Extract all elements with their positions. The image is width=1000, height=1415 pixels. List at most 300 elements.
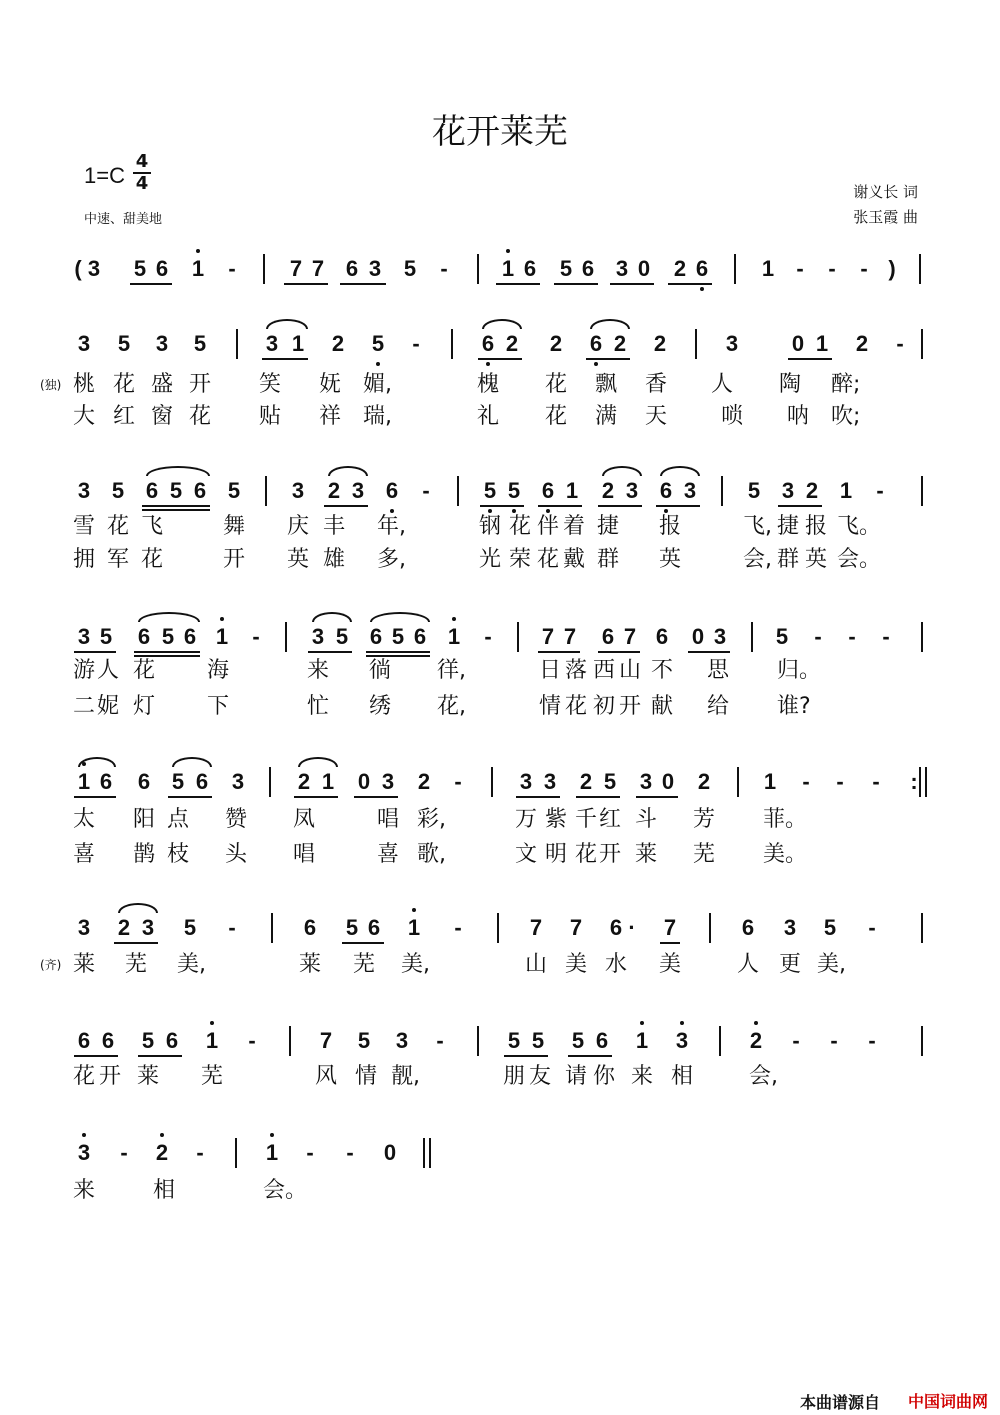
note: 1 [761, 256, 775, 281]
note: 1 [321, 769, 335, 794]
slur-mark [138, 612, 200, 622]
lyric-char: 多, [377, 547, 406, 572]
lyric-char: 喜 [72, 842, 95, 867]
lyric-char: 情 [538, 694, 561, 719]
note: - [454, 769, 462, 794]
lyric-char: 相 [670, 1064, 693, 1089]
barline [271, 913, 273, 943]
notation-row [0, 1136, 1000, 1170]
slur-mark [312, 612, 352, 622]
note: - [228, 256, 236, 281]
note: - [306, 1140, 314, 1165]
lyric-char: 芜 [200, 1064, 223, 1089]
lyric-char: 香 [644, 372, 667, 397]
note: 2 [331, 331, 345, 356]
note: 2 [297, 769, 311, 794]
beam-underline [284, 283, 328, 285]
lyric-char: 谁? [777, 694, 811, 719]
lyric-char: 山 [524, 952, 547, 977]
note: 6 [601, 624, 615, 649]
beam-underline [366, 651, 430, 653]
lyric-line [0, 692, 1000, 722]
lyric-char: 花 [188, 404, 211, 429]
note: ( [74, 256, 82, 281]
lyric-char: 飘 [594, 372, 617, 397]
lyric-char: 花 [72, 1064, 95, 1089]
lyric-char: 凤 [292, 807, 315, 832]
lyric-line [0, 1176, 1000, 1206]
slur-mark [172, 757, 212, 767]
barline [921, 329, 923, 359]
lyric-char: 花 [574, 842, 597, 867]
note: 3 [77, 915, 91, 940]
note: 5 [371, 331, 385, 356]
note: 7 [529, 915, 543, 940]
note: 6 [741, 915, 755, 940]
note: 7 [623, 624, 637, 649]
lyric-char: 祥 [318, 404, 341, 429]
note: 6 [345, 256, 359, 281]
slur-mark [78, 757, 116, 767]
note: - [828, 256, 836, 281]
note: 0 [357, 769, 371, 794]
lyric-line [0, 805, 1000, 835]
note: 2 [579, 769, 593, 794]
lyric-char: 芜 [124, 952, 147, 977]
lyric-char: 荣 [508, 547, 531, 572]
note: 7 [569, 915, 583, 940]
note: 3 [155, 331, 169, 356]
note: 6 [609, 915, 623, 940]
lyric-char: 美, [177, 952, 206, 977]
note: 3 [625, 478, 639, 503]
note: 5 [747, 478, 761, 503]
barline [925, 767, 927, 797]
lyric-char: 斗 [634, 807, 657, 832]
note: - [422, 478, 430, 503]
slur-mark [298, 757, 338, 767]
note: 7 [319, 1028, 333, 1053]
note: 3 [87, 256, 101, 281]
lyric-char: 花 [508, 514, 531, 539]
note: 5 [531, 1028, 545, 1053]
lyric-char: 吹; [831, 404, 861, 429]
beam-underline [656, 505, 700, 507]
footer-site: 中国词曲网 [907, 1392, 988, 1411]
lyric-char: 雪 [72, 514, 95, 539]
beam-underline [134, 651, 200, 653]
high-octave-dot [754, 1021, 758, 1025]
note: - [860, 256, 868, 281]
lyric-char: 花 [140, 547, 163, 572]
note: - [830, 1028, 838, 1053]
note: 7 [311, 256, 325, 281]
note: 5 [571, 1028, 585, 1053]
note: 1 [77, 769, 91, 794]
lyric-char: 美。 [763, 842, 808, 867]
note: - [836, 769, 844, 794]
lyric-char: 来 [72, 1178, 95, 1203]
lyric-char: 太 [72, 807, 95, 832]
lyric-char: 花 [106, 514, 129, 539]
note: 3 [683, 478, 697, 503]
beam-underline [74, 796, 116, 798]
lyric-char: 鹊 [132, 842, 155, 867]
note: 6 [659, 478, 673, 503]
note: 3 [519, 769, 533, 794]
note: 6 [101, 1028, 115, 1053]
note: 6 [155, 256, 169, 281]
note: 5 [483, 478, 497, 503]
barline [921, 622, 923, 652]
lyric-char: 美 [564, 952, 587, 977]
note: 3 [77, 1140, 91, 1165]
lyric-char: 飞。 [837, 514, 882, 539]
lyric-char: 你 [592, 1064, 615, 1089]
note: 5 [183, 915, 197, 940]
note: 0 [383, 1140, 397, 1165]
lyric-char: 思 [706, 658, 729, 683]
beam-underline [598, 651, 640, 653]
high-octave-dot [210, 1021, 214, 1025]
beam-underline [576, 796, 620, 798]
note: 1 [501, 256, 515, 281]
lyric-char: 飞 [140, 514, 163, 539]
note: 0 [661, 769, 675, 794]
lyric-char: 妩 [318, 372, 341, 397]
lyric-char: 妮 [96, 694, 119, 719]
barline [919, 254, 921, 284]
lyricist-credit: 谢义长 词 [853, 183, 918, 201]
barline [477, 254, 479, 284]
note: 5 [603, 769, 617, 794]
note: 6 [195, 769, 209, 794]
lyric-char: 来 [306, 658, 329, 683]
lyric-char: 天 [644, 404, 667, 429]
lyric-char: 来 [630, 1064, 653, 1089]
note: - [346, 1140, 354, 1165]
low-octave-dot [594, 362, 598, 366]
beam-underline [142, 505, 210, 507]
barline [265, 476, 267, 506]
note: - [252, 624, 260, 649]
note: 5 [507, 478, 521, 503]
lyric-char: 花 [132, 658, 155, 683]
lyric-char: 点 [166, 807, 189, 832]
notation-row [0, 1024, 1000, 1058]
note: 5 [345, 915, 359, 940]
note: 2 [155, 1140, 169, 1165]
lyric-char: 芜 [352, 952, 375, 977]
note: 2 [613, 331, 627, 356]
lyric-char: 紫 [544, 807, 567, 832]
note: 3 [381, 769, 395, 794]
barline [719, 1026, 721, 1056]
beam-underline [538, 651, 580, 653]
lyric-char: 喜 [376, 842, 399, 867]
lyric-char: 庆 [286, 514, 309, 539]
lyric-char: 拥 [72, 547, 95, 572]
high-octave-dot [452, 617, 456, 621]
note: 5 [391, 624, 405, 649]
note: 3 [395, 1028, 409, 1053]
lyric-char: 花 [544, 372, 567, 397]
high-octave-dot [412, 908, 416, 912]
lyric-line [0, 512, 1000, 542]
lyric-char: 枝 [166, 842, 189, 867]
lyric-char: 会。 [837, 547, 882, 572]
lyric-char: 桃 [72, 372, 95, 397]
beam-underline [262, 358, 308, 360]
note: 7 [663, 915, 677, 940]
note: 1 [265, 1140, 279, 1165]
note: 2 [653, 331, 667, 356]
lyric-char: 灯 [132, 694, 155, 719]
barline [751, 622, 753, 652]
note: 2 [549, 331, 563, 356]
note: 3 [141, 915, 155, 940]
slur-mark [590, 319, 630, 329]
barline [734, 254, 736, 284]
key-signature: 1=C [84, 163, 125, 188]
lyric-line [0, 402, 1000, 432]
note: 6 [595, 1028, 609, 1053]
note: ) [888, 256, 896, 281]
lyric-char: 山 [618, 658, 641, 683]
note: - [484, 624, 492, 649]
lyric-char: 开 [598, 842, 621, 867]
barline [695, 329, 697, 359]
note: 3 [77, 478, 91, 503]
beam-underline [668, 283, 712, 285]
note: 0 [637, 256, 651, 281]
lyric-char: 朋 [502, 1064, 525, 1089]
lyric-char: 花 [564, 694, 587, 719]
part-tag: (齐) [40, 958, 62, 972]
note: 5 [507, 1028, 521, 1053]
lyric-char: 头 [224, 842, 247, 867]
lyric-char: 红 [112, 404, 135, 429]
part-tag: (独) [40, 378, 62, 392]
note: 1 [407, 915, 421, 940]
barline [451, 329, 453, 359]
note: 2 [505, 331, 519, 356]
note: 1 [635, 1028, 649, 1053]
barline [235, 1138, 237, 1168]
beam-underline [308, 651, 352, 653]
lyric-char: 请 [564, 1064, 587, 1089]
barline [289, 1026, 291, 1056]
lyric-char: 唱 [376, 807, 399, 832]
note: 5 [141, 1028, 155, 1053]
lyric-line [0, 656, 1000, 686]
note: 6 [581, 256, 595, 281]
lyric-char: 群 [776, 547, 799, 572]
note: 3 [781, 478, 795, 503]
lyric-char: 日 [538, 658, 561, 683]
note: - [868, 915, 876, 940]
note: 3 [543, 769, 557, 794]
beam-underline [354, 796, 398, 798]
barline [517, 622, 519, 652]
lyric-char: 更 [778, 952, 801, 977]
song-title: 花开莱芜 [432, 112, 568, 152]
lyric-line [0, 545, 1000, 575]
barline [497, 913, 499, 943]
lyric-char: 绣 [368, 694, 391, 719]
lyric-char: 靓, [391, 1064, 420, 1089]
barline [423, 1138, 425, 1168]
low-octave-dot [700, 287, 704, 291]
lyric-char: 美, [817, 952, 846, 977]
meter-top: 4 [135, 151, 149, 172]
high-octave-dot [680, 1021, 684, 1025]
note: 3 [639, 769, 653, 794]
lyric-char: 开 [222, 547, 245, 572]
lyric-char: 捷 [776, 514, 799, 539]
lyric-char: 归。 [777, 658, 822, 683]
barline [285, 622, 287, 652]
beam-underline [74, 1055, 118, 1057]
high-octave-dot [640, 1021, 644, 1025]
note: - [248, 1028, 256, 1053]
lyric-char: 报 [658, 514, 681, 539]
barline [236, 329, 238, 359]
note: 5 [99, 624, 113, 649]
lyric-char: 伴 [536, 514, 559, 539]
note: - [436, 1028, 444, 1053]
barline [429, 1138, 431, 1168]
lyric-char: 会, [743, 547, 772, 572]
note: 3 [615, 256, 629, 281]
note: 2 [697, 769, 711, 794]
lyric-char: 风 [314, 1064, 337, 1089]
note: - [228, 915, 236, 940]
lyric-char: 笑 [258, 372, 281, 397]
lyric-char: 瑞, [363, 404, 392, 429]
note: 6 [523, 256, 537, 281]
note: 6 [193, 478, 207, 503]
slur-mark [118, 903, 158, 913]
lyric-char: 歌, [417, 842, 446, 867]
lyric-char: 忙 [306, 694, 329, 719]
note: 0 [791, 331, 805, 356]
lyric-char: 英 [286, 547, 309, 572]
beam-underline [168, 796, 212, 798]
beam-underline [516, 796, 560, 798]
note: 1 [815, 331, 829, 356]
note: 6 [413, 624, 427, 649]
note: 6 [137, 769, 151, 794]
lyric-char: 莱 [136, 1064, 159, 1089]
note: 1 [291, 331, 305, 356]
lyric-char: 盛 [150, 372, 173, 397]
barline [919, 767, 921, 797]
slur-mark [482, 319, 522, 329]
lyric-char: 美 [658, 952, 681, 977]
note: 5 [161, 624, 175, 649]
note: 6 [541, 478, 555, 503]
lyric-char: 赞 [224, 807, 247, 832]
note: 5 [169, 478, 183, 503]
lyric-char: 芜 [692, 842, 715, 867]
note: 6 [481, 331, 495, 356]
lyric-char: 献 [650, 694, 673, 719]
note: 1 [191, 256, 205, 281]
lyric-char: 人 [96, 658, 119, 683]
lyric-char: 万 [514, 807, 537, 832]
lyric-char: 海 [206, 658, 229, 683]
beam-underline [478, 358, 522, 360]
lyric-char: 美, [401, 952, 430, 977]
beam-underline [496, 283, 540, 285]
note: 6 [655, 624, 669, 649]
note: - [814, 624, 822, 649]
low-octave-dot [376, 362, 380, 366]
beam-underline [74, 651, 116, 653]
beam-underline [324, 505, 368, 507]
lyric-char: 菲。 [763, 807, 808, 832]
lyric-char: 相 [152, 1178, 175, 1203]
note: 6 [145, 478, 159, 503]
lyric-char: 着 [562, 514, 585, 539]
notation-row [0, 252, 1000, 286]
lyric-line [0, 950, 1000, 980]
lyric-char: 莱 [72, 952, 95, 977]
lyric-char: 贴 [258, 404, 281, 429]
barline [921, 476, 923, 506]
barline [263, 254, 265, 284]
lyric-char: 落 [564, 658, 587, 683]
lyric-char: 媚, [363, 372, 392, 397]
lyric-char: 二 [72, 694, 95, 719]
note: - [882, 624, 890, 649]
lyric-char: 初 [592, 694, 615, 719]
note: - [792, 1028, 800, 1053]
note: 1 [215, 624, 229, 649]
note: - [876, 478, 884, 503]
lyric-char: 莱 [634, 842, 657, 867]
lyric-char: 情 [354, 1064, 377, 1089]
slur-mark [660, 466, 700, 476]
note: 6 [695, 256, 709, 281]
note: - [896, 331, 904, 356]
note: - [796, 256, 804, 281]
lyric-char: 人 [710, 372, 733, 397]
lyric-char: 陶 [778, 372, 801, 397]
notation-row [0, 911, 1000, 945]
lyric-char: 雄 [322, 547, 345, 572]
note: 5 [193, 331, 207, 356]
lyric-char: 年, [377, 514, 406, 539]
note: 5 [133, 256, 147, 281]
note: 6 [99, 769, 113, 794]
lyric-char: 徜 [368, 658, 391, 683]
lyric-char: 群 [596, 547, 619, 572]
lyric-line [0, 370, 1000, 400]
lyric-char: 唱 [292, 842, 315, 867]
slur-mark [266, 319, 308, 329]
note: 6 [369, 624, 383, 649]
high-octave-dot [160, 1133, 164, 1137]
lyric-char: 英 [804, 547, 827, 572]
lyric-char: 花 [536, 547, 559, 572]
lyric-char: 游 [72, 658, 95, 683]
lyric-char: 开 [188, 372, 211, 397]
beam-underline [610, 283, 654, 285]
note: 2 [417, 769, 431, 794]
lyric-char: 呐 [786, 404, 809, 429]
